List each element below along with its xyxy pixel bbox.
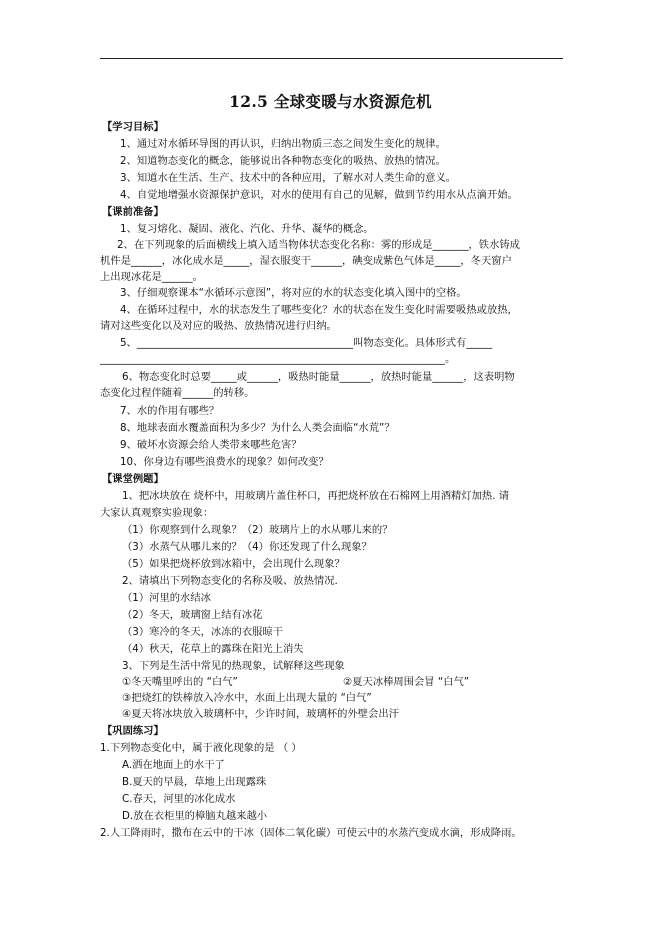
text-line: （1）你观察到什么现象？（2）玻璃片上的水从哪儿来的？ — [122, 524, 393, 536]
text-line: 2、请填出下列物态变化的名称及吸、放热情况. — [122, 575, 338, 587]
text-line: ___________________________________________________________________。 — [100, 353, 456, 365]
text-line: D.放在衣柜里的樟脑丸越来越小 — [122, 810, 268, 822]
text-line: 大家认真观察实验现象： — [100, 507, 214, 519]
text-line: 4、在循环过程中，水的状态发生了哪些变化？水的状态在发生变化时需要吸热或放热， — [120, 304, 518, 316]
text-line: 2.人工降雨时，撒布在云中的干冰（固体二氧化碳）可使云中的水蒸汽变成水滴，形成降雨。 — [100, 827, 522, 839]
text-line: ③把烧红的铁棒放入冷水中，水面上出现大量的 “白气” — [122, 692, 372, 704]
text-line: 3、下列是生活中常见的热现象，试解释这些现象 — [122, 660, 345, 672]
section-heading: 【课堂例题】 — [102, 473, 164, 485]
text-line: ④夏天将冰块放入玻璃杯中，少许时间，玻璃杯的外壁会出汗 — [122, 708, 399, 720]
text-line: 9、破坏水资源会给人类带来哪些危害？ — [120, 439, 302, 451]
text-line: 3、仔细观察课本“水循环示意图”，将对应的水的状态变化填入图中的空格。 — [120, 287, 467, 299]
text-line: 7、水的作用有哪些？ — [120, 405, 220, 417]
text-line: 3、知道水在生活、生产、技术中的各种应用，了解水对人类生命的意义。 — [120, 172, 457, 184]
text-line: 上出现冰花是______。 — [100, 271, 203, 283]
header-rule — [100, 58, 563, 59]
text-line: 8、地球表面水覆盖面积为多少？为什么人类会面临“水荒”？ — [120, 422, 395, 434]
text-line: （1）河里的水结冰 — [122, 592, 211, 604]
text-line: 1、通过对水循环导图的再认识，归纳出物质三态之间发生变化的规律。 — [120, 138, 446, 150]
text-line: C.春天，河里的冰化成水 — [122, 793, 236, 805]
text-line: 2、在下列现象的后面横线上填入适当物体状态变化名称：雾的形成是_______，铁水铸成 — [117, 239, 520, 251]
text-line: 2、知道物态变化的概念，能够说出各种物态变化的吸热、放热的情况。 — [120, 155, 446, 167]
text-line: （4）秋天，花草上的露珠在阳光上消失 — [122, 643, 304, 655]
text-line: A.洒在地面上的水干了 — [122, 759, 225, 771]
section-heading: 【巩固练习】 — [102, 725, 164, 737]
text-line: 1、把冰块放在 烧杯中，用玻璃片盖住杯口，再把烧杯放在石棉网上用酒精灯加热. 请 — [122, 490, 510, 502]
text-line: 1.下列物态变化中，属于液化现象的是 （ ） — [100, 742, 302, 754]
text-line: 10、你身边有哪些浪费水的现象？如何改变？ — [120, 456, 329, 468]
text-line: 请对这些变化以及对应的吸热、放热情况进行归纳。 — [100, 320, 337, 332]
section-heading: 【学习目标】 — [102, 121, 164, 133]
text-line: 1、复习熔化、凝固、液化、汽化、升华、凝华的概念。 — [120, 223, 374, 235]
text-line: ①冬天嘴里呼出的 “白气” — [122, 676, 238, 688]
text-line: 4、自觉地增强水资源保护意识，对水的使用有自己的见解，做到节约用水从点滴开始。 — [120, 189, 518, 201]
section-heading: 【课前准备】 — [102, 206, 164, 218]
text-line: 机件是______，冰化成水是_____，湿衣服变干______，碘变成紫色气体是_____，冬天窗户 — [100, 255, 512, 267]
text-line: （3）水蒸气从哪儿来的？（4）你还发现了什么现象？ — [122, 541, 372, 553]
text-line: ②夏天冰棒周围会冒 “白气” — [343, 676, 470, 688]
page-title: 12.5 全球变暖与水资源危机 — [229, 92, 432, 111]
text-line: 6、物态变化时总要_____或______，吸热时能量______，放热时能量______，这表明物 — [122, 371, 515, 383]
text-line: B.夏天的早晨，草地上出现露珠 — [122, 776, 267, 788]
text-line: 5、__________________________________________叫物态变化。具体形式有_____ — [120, 337, 493, 349]
text-line: 态变化过程伴随着______的转移。 — [100, 387, 255, 399]
text-line: （3）寒冷的冬天，冰冻的衣服晾干 — [122, 626, 284, 638]
text-line: （5）如果把烧杯放到冰箱中，会出现什么现象？ — [122, 558, 345, 570]
text-line: （2）冬天，玻璃窗上结有冰花 — [122, 609, 263, 621]
